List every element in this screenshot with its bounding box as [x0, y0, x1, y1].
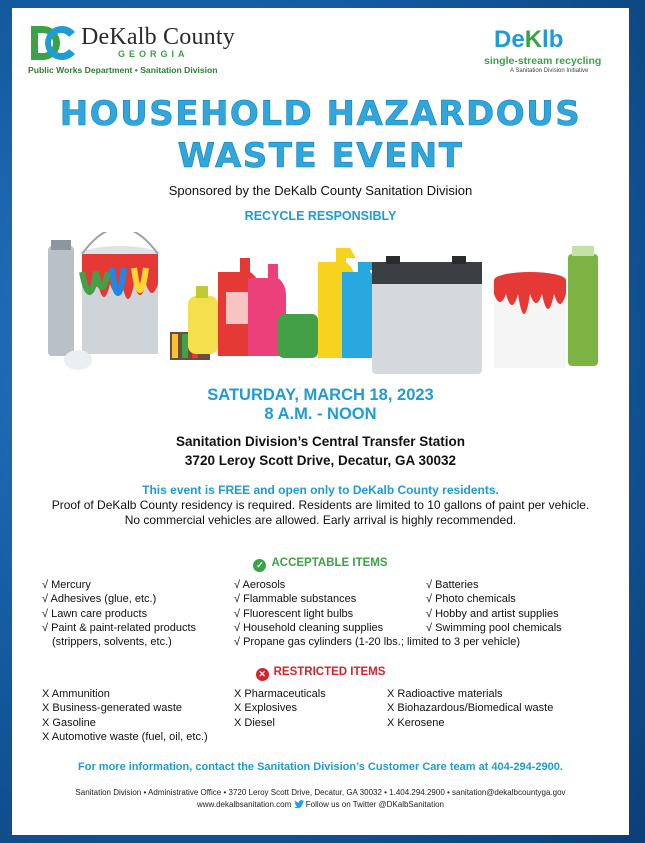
list-item: X Radioactive materials [387, 688, 503, 700]
list-item: X Explosives [234, 702, 297, 715]
website-link[interactable]: www.dekalbsanitation.com [196, 800, 292, 809]
list-item: X Biohazardous/Biomedical waste [387, 702, 554, 715]
list-item: √ Fluorescent light bulbs [234, 607, 354, 620]
footer-links [12, 800, 629, 809]
event-time: 8 A.M. - NOON [264, 405, 377, 423]
x-circle-icon: ✕ [256, 668, 269, 681]
list-item: X Automotive waste (fuel, oil, etc.) [42, 730, 208, 743]
header [12, 8, 629, 88]
list-item: X Diesel [234, 716, 275, 729]
free-notice: This event is FREE and open only to DeKalb County residents. [142, 483, 499, 497]
twitter-icon[interactable] [294, 800, 304, 808]
list-item: X Pharmaceuticals [234, 688, 326, 700]
list-item: √ Propane gas cylinders (1-20 lbs.; limited to 3 per vehicle) [234, 636, 521, 649]
restricted-items-col2 [234, 687, 326, 730]
list-item: √ Batteries [426, 579, 479, 591]
recycling-logo: DeKlb [494, 26, 564, 53]
restricted-items-heading: ✕ RESTRICTED ITEMS [12, 666, 629, 681]
event-title-line2: WASTE EVENT [177, 136, 464, 176]
hazardous-products-illustration [42, 232, 602, 382]
list-item: √ Adhesives (glue, etc.) [42, 593, 157, 606]
twitter-handle[interactable]: Follow us on Twitter @DKalbSanitation [305, 800, 444, 809]
footer-address: Sanitation Division • Administrative Office • 3720 Leroy Scott Drive, Decatur, GA 30032 • 1.404.294.2900 • sanitation@dekalbcountyga.gov [75, 788, 566, 797]
list-item: X Business-generated waste [42, 702, 183, 715]
list-item: √ Mercury [42, 579, 91, 591]
event-location-name: Sanitation Division’s Central Transfer Station [175, 434, 466, 449]
list-item: (strippers, solvents, etc.) [52, 636, 172, 649]
checkmark-icon: ✓ [253, 559, 266, 572]
recycling-tagline: single-stream recycling [484, 55, 602, 67]
restricted-items-col1 [42, 687, 208, 744]
event-location-address: 3720 Leroy Scott Drive, Decatur, GA 30032 [184, 453, 457, 468]
contact-info: For more information, contact the Sanitation Division’s Customer Care team at 404-294-2900. [78, 761, 563, 773]
event-date: SATURDAY, MARCH 18, 2023 [207, 386, 434, 404]
list-item: √ Photo chemicals [426, 593, 516, 606]
list-item: √ Swimming pool chemicals [426, 621, 562, 634]
list-item: √ Paint & paint-related products [42, 621, 197, 634]
org-department: Public Works Department • Sanitation Division [28, 65, 218, 75]
list-item: √ Lawn care products [42, 607, 148, 620]
residency-notice: Proof of DeKalb County residency is required. Residents are limited to 10 gallons of paint per vehicle. [51, 498, 590, 512]
sponsor-line: Sponsored by the DeKalb County Sanitation Division [168, 183, 473, 198]
list-item: √ Flammable substances [234, 593, 357, 606]
acceptable-items-col1 [42, 578, 196, 649]
list-item: √ Household cleaning supplies [234, 621, 384, 634]
org-name: DeKalb County [81, 24, 235, 50]
dc-logo-icon [29, 22, 77, 64]
recycle-symbol-icon: K [524, 26, 543, 53]
list-item: X Gasoline [42, 716, 96, 729]
list-item: √ Aerosols [234, 579, 286, 591]
list-item: X Kerosene [387, 716, 445, 729]
commercial-notice: No commercial vehicles are allowed. Early arrival is highly recommended. [124, 513, 517, 527]
flyer-page [12, 8, 629, 835]
list-item: √ Hobby and artist supplies [426, 607, 559, 620]
org-state: GEORGIA [118, 49, 189, 59]
acceptable-items-heading: ✓ ACCEPTABLE ITEMS [12, 557, 629, 572]
recycling-subtitle: A Sanitation Division Initiative [510, 68, 589, 74]
event-title-line1: HOUSEHOLD HAZARDOUS [59, 94, 582, 134]
restricted-items-col3 [387, 687, 553, 730]
recycle-heading: RECYCLE RESPONSIBLY [244, 209, 397, 223]
acceptable-items-col3 [426, 578, 562, 635]
list-item: X Ammunition [42, 688, 110, 700]
